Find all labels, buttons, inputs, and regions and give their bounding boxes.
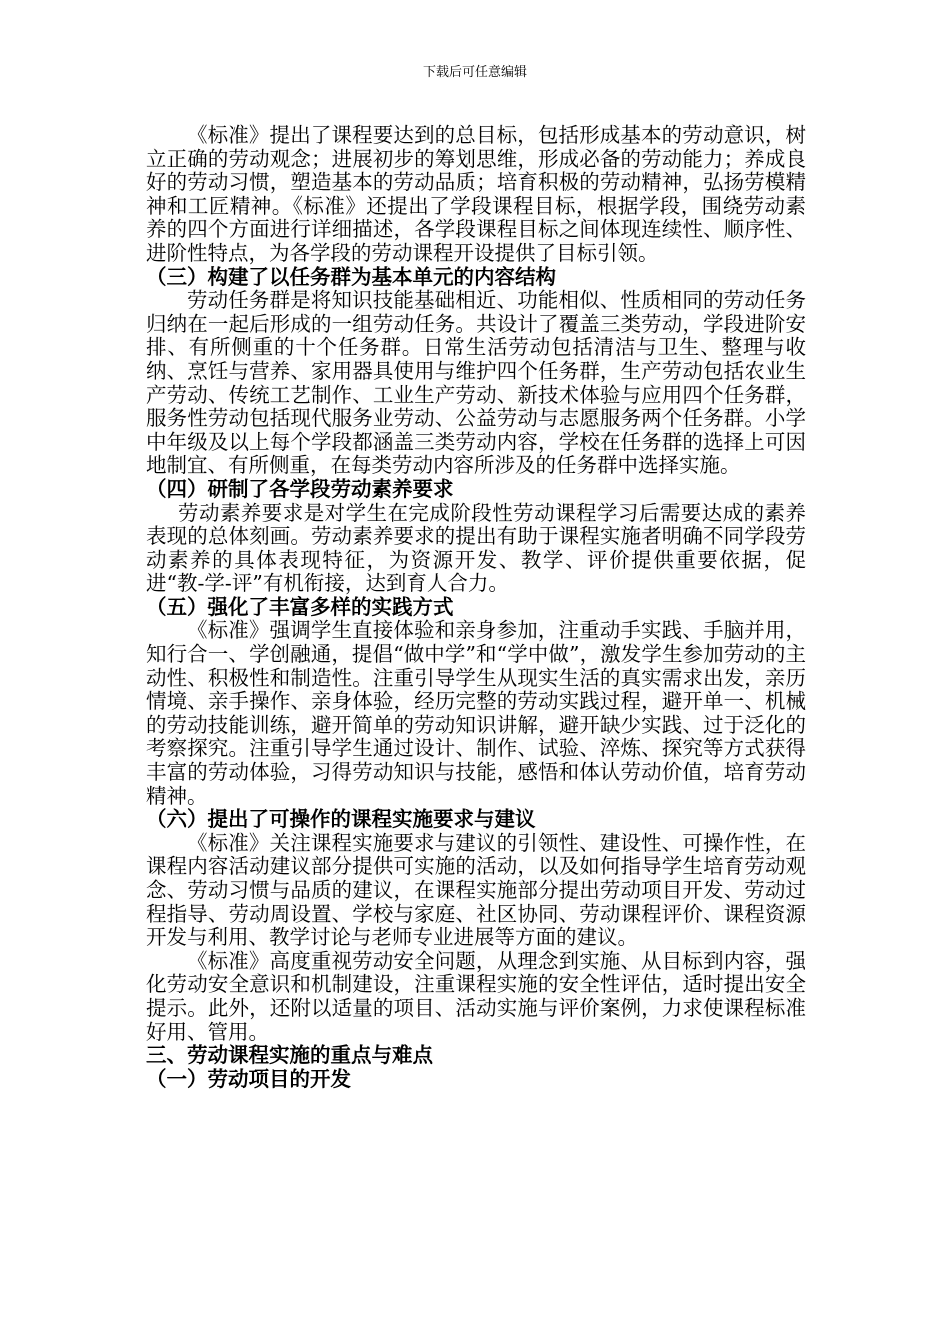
subsection-heading: （四）研制了各学段劳动素养要求 (146, 476, 454, 501)
subsection-heading: （五）强化了丰富多样的实践方式 (146, 594, 454, 619)
paragraph: 劳动任务群是将知识技能基础相近、功能相似、性质相同的劳动任务归纳在一起后形成的一组劳动任务。共设计了覆盖三类劳动，学段进阶安排、有所侧重的十个任务群。日常生活劳动包括清洁与卫生、整理与收纳、烹饪与营养、家用器具使用与维护四个任务群，生产劳动包括农业生产劳动、传统工艺制作、工业生产劳动、新技术体验与应用四个任务群，服务性劳动包括现代服务业劳动、公益劳动与志愿服务两个任务群。小学中年级及以上每个学段都涵盖三类劳动内容，学校在任务群的选择上可因地制宜、有所侧重，在每类劳动内容所涉及的任务群中选择实施。 (146, 288, 806, 478)
paragraph: 《标准》高度重视劳动安全问题，从理念到实施、从目标到内容，强化劳动安全意识和机制建设，注重课程实施的安全性评估，适时提出安全提示。此外，还附以适量的项目、活动实施与评价案例，力求使课程标准好用、管用。 (146, 948, 806, 1044)
subsection-heading: （一）劳动项目的开发 (146, 1066, 351, 1091)
paragraph: 劳动素养要求是对学生在完成阶段性劳动课程学习后需要达成的素养表现的总体刻画。劳动素养要求的提出有助于课程实施者明确不同学段劳动素养的具体表现特征，为资源开发、教学、评价提供重要依据，促进“教-学-评”有机衔接，达到育人合力。 (146, 500, 806, 596)
subsection-heading: （三）构建了以任务群为基本单元的内容结构 (146, 264, 556, 289)
section-heading: 三、劳动课程实施的重点与难点 (146, 1043, 433, 1068)
document-body (146, 124, 806, 1091)
subsection-heading: （六）提出了可操作的课程实施要求与建议 (146, 807, 536, 832)
paragraph: 《标准》提出了课程要达到的总目标，包括形成基本的劳动意识，树立正确的劳动观念；进展初步的筹划思维，形成必备的劳动能力；养成良好的劳动习惯，塑造基本的劳动品质；培育积极的劳动精神，弘扬劳模精神和工匠精神。《标准》还提出了学段课程目标，根据学段，围绕劳动素养的四个方面进行详细描述，各学段课程目标之间体现连续性、顺序性、进阶性特点，为各学段的劳动课程开设提供了目标引领。 (146, 123, 806, 265)
page-header: 下载后可任意编辑 (422, 65, 527, 80)
paragraph: 《标准》关注课程实施要求与建议的引领性、建设性、可操作性，在课程内容活动建议部分提供可实施的活动，以及如何指导学生培育劳动观念、劳动习惯与品质的建议，在课程实施部分提出劳动项目开发、劳动过程指导、劳动周设置、学校与家庭、社区协同、劳动课程评价、课程资源开发与利用、教学讨论与老师专业进展等方面的建议。 (146, 830, 806, 950)
paragraph: 《标准》强调学生直接体验和亲身参加，注重动手实践、手脑并用，知行合一、学创融通，提倡“做中学”和“学中做”，激发学生参加劳动的主动性、积极性和制造性。注重引导学生从现实生活的真实需求出发，亲历情境、亲手操作、亲身体验，经历完整的劳动实践过程，避开单一、机械的劳动技能训练，避开简单的劳动知识讲解，避开缺少实践、过于泛化的考察探究。注重引导学生通过设计、制作、试验、淬炼、探究等方式获得丰富的劳动体验，习得劳动知识与技能，感悟和体认劳动价值，培育劳动精神。 (146, 618, 806, 808)
